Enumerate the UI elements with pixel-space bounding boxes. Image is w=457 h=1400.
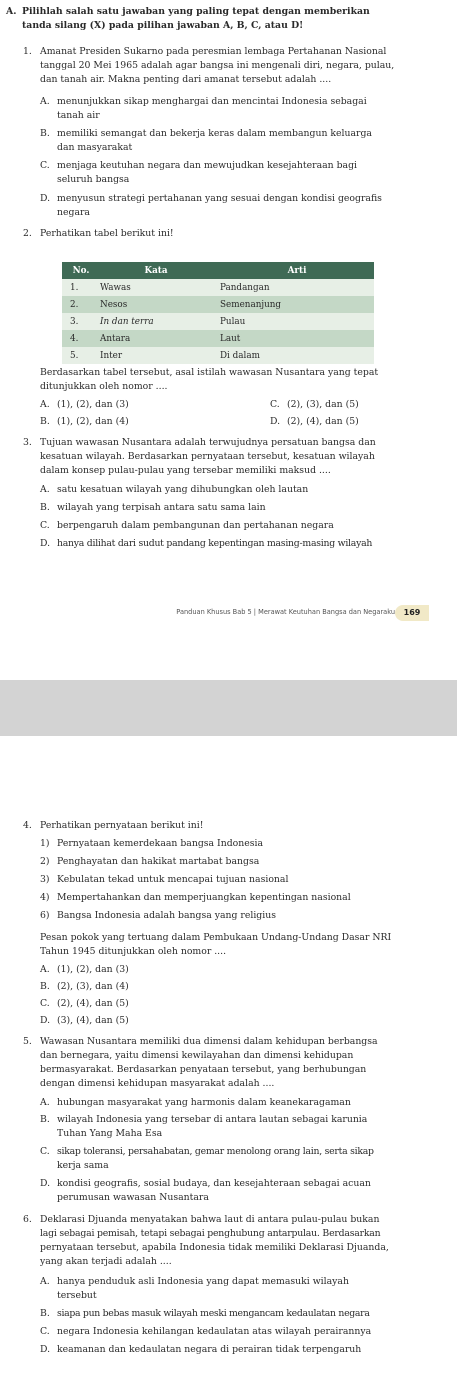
statement-number: 4) [40,892,50,903]
table-cell-kata: Nesos [92,296,212,313]
table-cell-arti: Pandangan [212,279,374,296]
q2-option-d-text[interactable]: (2), (4), dan (5) [287,416,359,427]
section-instruction-line-2: tanda silang (X) pada pilihan jawaban A, B, C, atau D! [22,20,304,31]
table-cell-kata: Antara [92,330,212,347]
q5-option-c-text[interactable]: sikap toleransi, persahabatan, gemar menolong orang lain, serta sikap [57,1146,374,1157]
page-gap [0,628,457,800]
question-6-line-4: yang akan terjadi adalah .... [40,1256,172,1267]
page-170 [0,800,457,1400]
q2-option-a-letter[interactable]: A. [40,399,50,410]
statement-number: 2) [40,856,50,867]
section-instruction-line-1: Pilihlah salah satu jawaban yang paling tepat dengan memberikan [22,6,370,17]
table-cell-kata: In dan terra [92,313,212,330]
q3-option-c-letter[interactable]: C. [40,520,50,531]
q3-option-a-letter[interactable]: A. [40,484,50,495]
q4-option-d-text[interactable]: (3), (4), dan (5) [57,1015,129,1026]
q5-option-c-letter[interactable]: C. [40,1146,50,1157]
question-5-line-4: dengan dimensi kehidupan masyarakat adalah .... [40,1078,275,1089]
question-2-line-2: ditunjukkan oleh nomor .... [40,381,168,392]
question-2-line-1: Berdasarkan tabel tersebut, asal istilah wawasan Nusantara yang tepat [40,367,379,378]
question-3-number: 3. [23,437,32,448]
statement-text: Penghayatan dan hakikat martabat bangsa [57,856,260,867]
table-cell-arti: Laut [212,330,374,347]
q6-option-d-letter[interactable]: D. [40,1344,51,1355]
table-cell-arti: Semenanjung [212,296,374,313]
q2-option-b-text[interactable]: (1), (2), dan (4) [57,416,129,427]
page-169 [0,0,457,628]
statement-text: Kebulatan tekad untuk mencapai tujuan nasional [57,874,289,885]
question-6-line-2: lagi sebagai pemisah, tetapi sebagai penghubung antarpulau. Berdasarkan [40,1228,381,1239]
q2-option-c-letter[interactable]: C. [270,399,280,410]
q4-option-c-text[interactable]: (2), (4), dan (5) [57,998,129,1009]
q6-option-c-letter[interactable]: C. [40,1326,50,1337]
q5-option-d-text-2[interactable]: perumusan wawasan Nusantara [57,1192,209,1203]
table-cell-arti: Di dalam [212,347,374,364]
q4-option-c-letter[interactable]: C. [40,998,50,1009]
table-row [62,347,374,364]
table-row [62,279,374,296]
q5-option-d-letter[interactable]: D. [40,1178,51,1189]
table-header-row [62,262,374,279]
q5-option-a-letter[interactable]: A. [40,1097,50,1108]
q3-option-b-text[interactable]: wilayah yang terpisah antara satu sama lain [57,502,266,513]
q6-option-b-letter[interactable]: B. [40,1308,50,1319]
table-row [62,330,374,347]
q6-option-d-text[interactable]: keamanan dan kedaulatan negara di perairan tidak terpengaruh [57,1344,362,1355]
page-number: 169 [395,605,429,621]
question-1-number: 1. [23,46,32,57]
q3-option-b-letter[interactable]: B. [40,502,50,513]
q6-option-a-letter[interactable]: A. [40,1276,50,1287]
question-5-number: 5. [23,1036,32,1047]
q4-option-a-letter[interactable]: A. [40,964,50,975]
question-6-line-1: Deklarasi Djuanda menyatakan bahwa laut di antara pulau-pulau bukan [40,1214,380,1225]
q1-option-a-letter[interactable]: A. [40,96,50,107]
q2-option-d-letter[interactable]: D. [270,416,281,427]
table-row [62,313,374,330]
question-1-line-2: tanggal 20 Mei 1965 adalah agar bangsa ini mengenali diri, negara, pulau, [40,60,395,71]
kata-table [62,262,374,364]
question-4-line-1: Pesan pokok yang tertuang dalam Pembukaan Undang-Undang Dasar NRI [40,932,392,943]
q4-option-d-letter[interactable]: D. [40,1015,51,1026]
q1-option-c-text-2[interactable]: seluruh bangsa [57,174,130,185]
q5-option-c-text-2[interactable]: kerja sama [57,1160,109,1171]
q2-option-b-letter[interactable]: B. [40,416,50,427]
table-cell-no: 2. [62,296,92,313]
question-4-line-2: Tahun 1945 ditunjukkan oleh nomor .... [40,946,227,957]
q5-option-d-text[interactable]: kondisi geografis, sosial budaya, dan kesejahteraan sebagai acuan [57,1178,371,1189]
section-label: A. [6,6,17,17]
table-cell-kata: Inter [92,347,212,364]
page-footer [0,605,457,621]
question-4-intro: Perhatikan pernyataan berikut ini! [40,820,204,831]
question-5-line-2: dan bernegara, yaitu dimensi kewilayahan dan dimensi kehidupan [40,1050,354,1061]
question-5-line-1: Wawasan Nusantara memiliki dua dimensi dalam kehidupan berbangsa [40,1036,378,1047]
q1-option-d-text-2[interactable]: negara [57,207,90,218]
statement-text: Bangsa Indonesia adalah bangsa yang religius [57,910,276,921]
footer-text: Panduan Khusus Bab 5 | Merawat Keutuhan Bangsa dan Negaraku [176,608,395,616]
q3-option-a-text[interactable]: satu kesatuan wilayah yang dihubungkan oleh lautan [57,484,309,495]
table-cell-no: 1. [62,279,92,296]
q3-option-d-text[interactable]: hanya dilihat dari sudut pandang kepentingan masing-masing wilayah [57,538,373,549]
question-6-line-3: pernyataan tersebut, apabila Indonesia tidak memiliki Deklarasi Djuanda, [40,1242,389,1253]
q6-option-b-text[interactable]: siapa pun bebas masuk wilayah meski mengancam kedaulatan negara [57,1308,370,1319]
q6-option-a-text-2[interactable]: tersebut [57,1290,97,1301]
q1-option-a-text[interactable]: menunjukkan sikap menghargai dan mencintai Indonesia sebagai [57,96,367,107]
question-3-line-2: kesatuan wilayah. Berdasarkan pernyataan tersebut, kesatuan wilayah [40,451,375,462]
question-5-line-3: bermasyarakat. Berdasarkan penyataan tersebut, yang berhubungan [40,1064,367,1075]
q1-option-d-text[interactable]: menyusun strategi pertahanan yang sesuai dengan kondisi geografis [57,193,382,204]
q6-option-a-text[interactable]: hanya penduduk asli Indonesia yang dapat memasuki wilayah [57,1276,349,1287]
q4-option-b-letter[interactable]: B. [40,981,50,992]
page-separator-band [0,680,457,736]
table-header-no: No. [62,262,92,279]
q2-option-c-text[interactable]: (2), (3), dan (5) [287,399,359,410]
statement-number: 1) [40,838,50,849]
q1-option-c-text[interactable]: menjaga keutuhan negara dan mewujudkan kesejahteraan bagi [57,160,358,171]
q2-option-a-text[interactable]: (1), (2), dan (3) [57,399,129,410]
q1-option-a-text-2[interactable]: tanah air [57,110,100,121]
table-header-arti: Arti [212,262,374,279]
q5-option-a-text[interactable]: hubungan masyarakat yang harmonis dalam keanekaragaman [57,1097,351,1108]
question-3-line-1: Tujuan wawasan Nusantara adalah terwujudnya persatuan bangsa dan [40,437,376,448]
q4-option-a-text[interactable]: (1), (2), dan (3) [57,964,129,975]
question-2-number: 2. [23,228,32,239]
question-1-line-3: dan tanah air. Makna penting dari amanat tersebut adalah .... [40,74,332,85]
q3-option-d-letter[interactable]: D. [40,538,51,549]
q1-option-b-text[interactable]: memiliki semangat dan bekerja keras dalam membangun keluarga [57,128,372,139]
q1-option-b-text-2[interactable]: dan masyarakat [57,142,133,153]
question-4-number: 4. [23,820,32,831]
q6-option-c-text[interactable]: negara Indonesia kehilangan kedaulatan atas wilayah perairannya [57,1326,372,1337]
q5-option-b-letter[interactable]: B. [40,1114,50,1125]
statement-number: 3) [40,874,50,885]
table-cell-no: 4. [62,330,92,347]
question-1-line-1: Amanat Presiden Sukarno pada peresmian lembaga Pertahanan Nasional [40,46,387,57]
table-cell-kata: Wawas [92,279,212,296]
table-cell-no: 3. [62,313,92,330]
question-3-line-3: dalam konsep pulau-pulau yang tersebar memiliki maksud .... [40,465,331,476]
statement-text: Pernyataan kemerdekaan bangsa Indonesia [57,838,264,849]
statement-number: 6) [40,910,50,921]
q3-option-c-text[interactable]: berpengaruh dalam pembangunan dan pertahanan negara [57,520,334,531]
q4-option-b-text[interactable]: (2), (3), dan (4) [57,981,129,992]
table-row [62,296,374,313]
table-cell-arti: Pulau [212,313,374,330]
q5-option-b-text[interactable]: wilayah Indonesia yang tersebar di antara lautan sebagai karunia [57,1114,368,1125]
q1-option-b-letter[interactable]: B. [40,128,50,139]
question-6-number: 6. [23,1214,32,1225]
statement-text: Mempertahankan dan memperjuangkan kepentingan nasional [57,892,351,903]
q1-option-c-letter[interactable]: C. [40,160,50,171]
table-header-kata: Kata [92,262,212,279]
q5-option-b-text-2[interactable]: Tuhan Yang Maha Esa [57,1128,163,1139]
q1-option-d-letter[interactable]: D. [40,193,51,204]
table-cell-no: 5. [62,347,92,364]
question-2-intro: Perhatikan tabel berikut ini! [40,228,174,239]
